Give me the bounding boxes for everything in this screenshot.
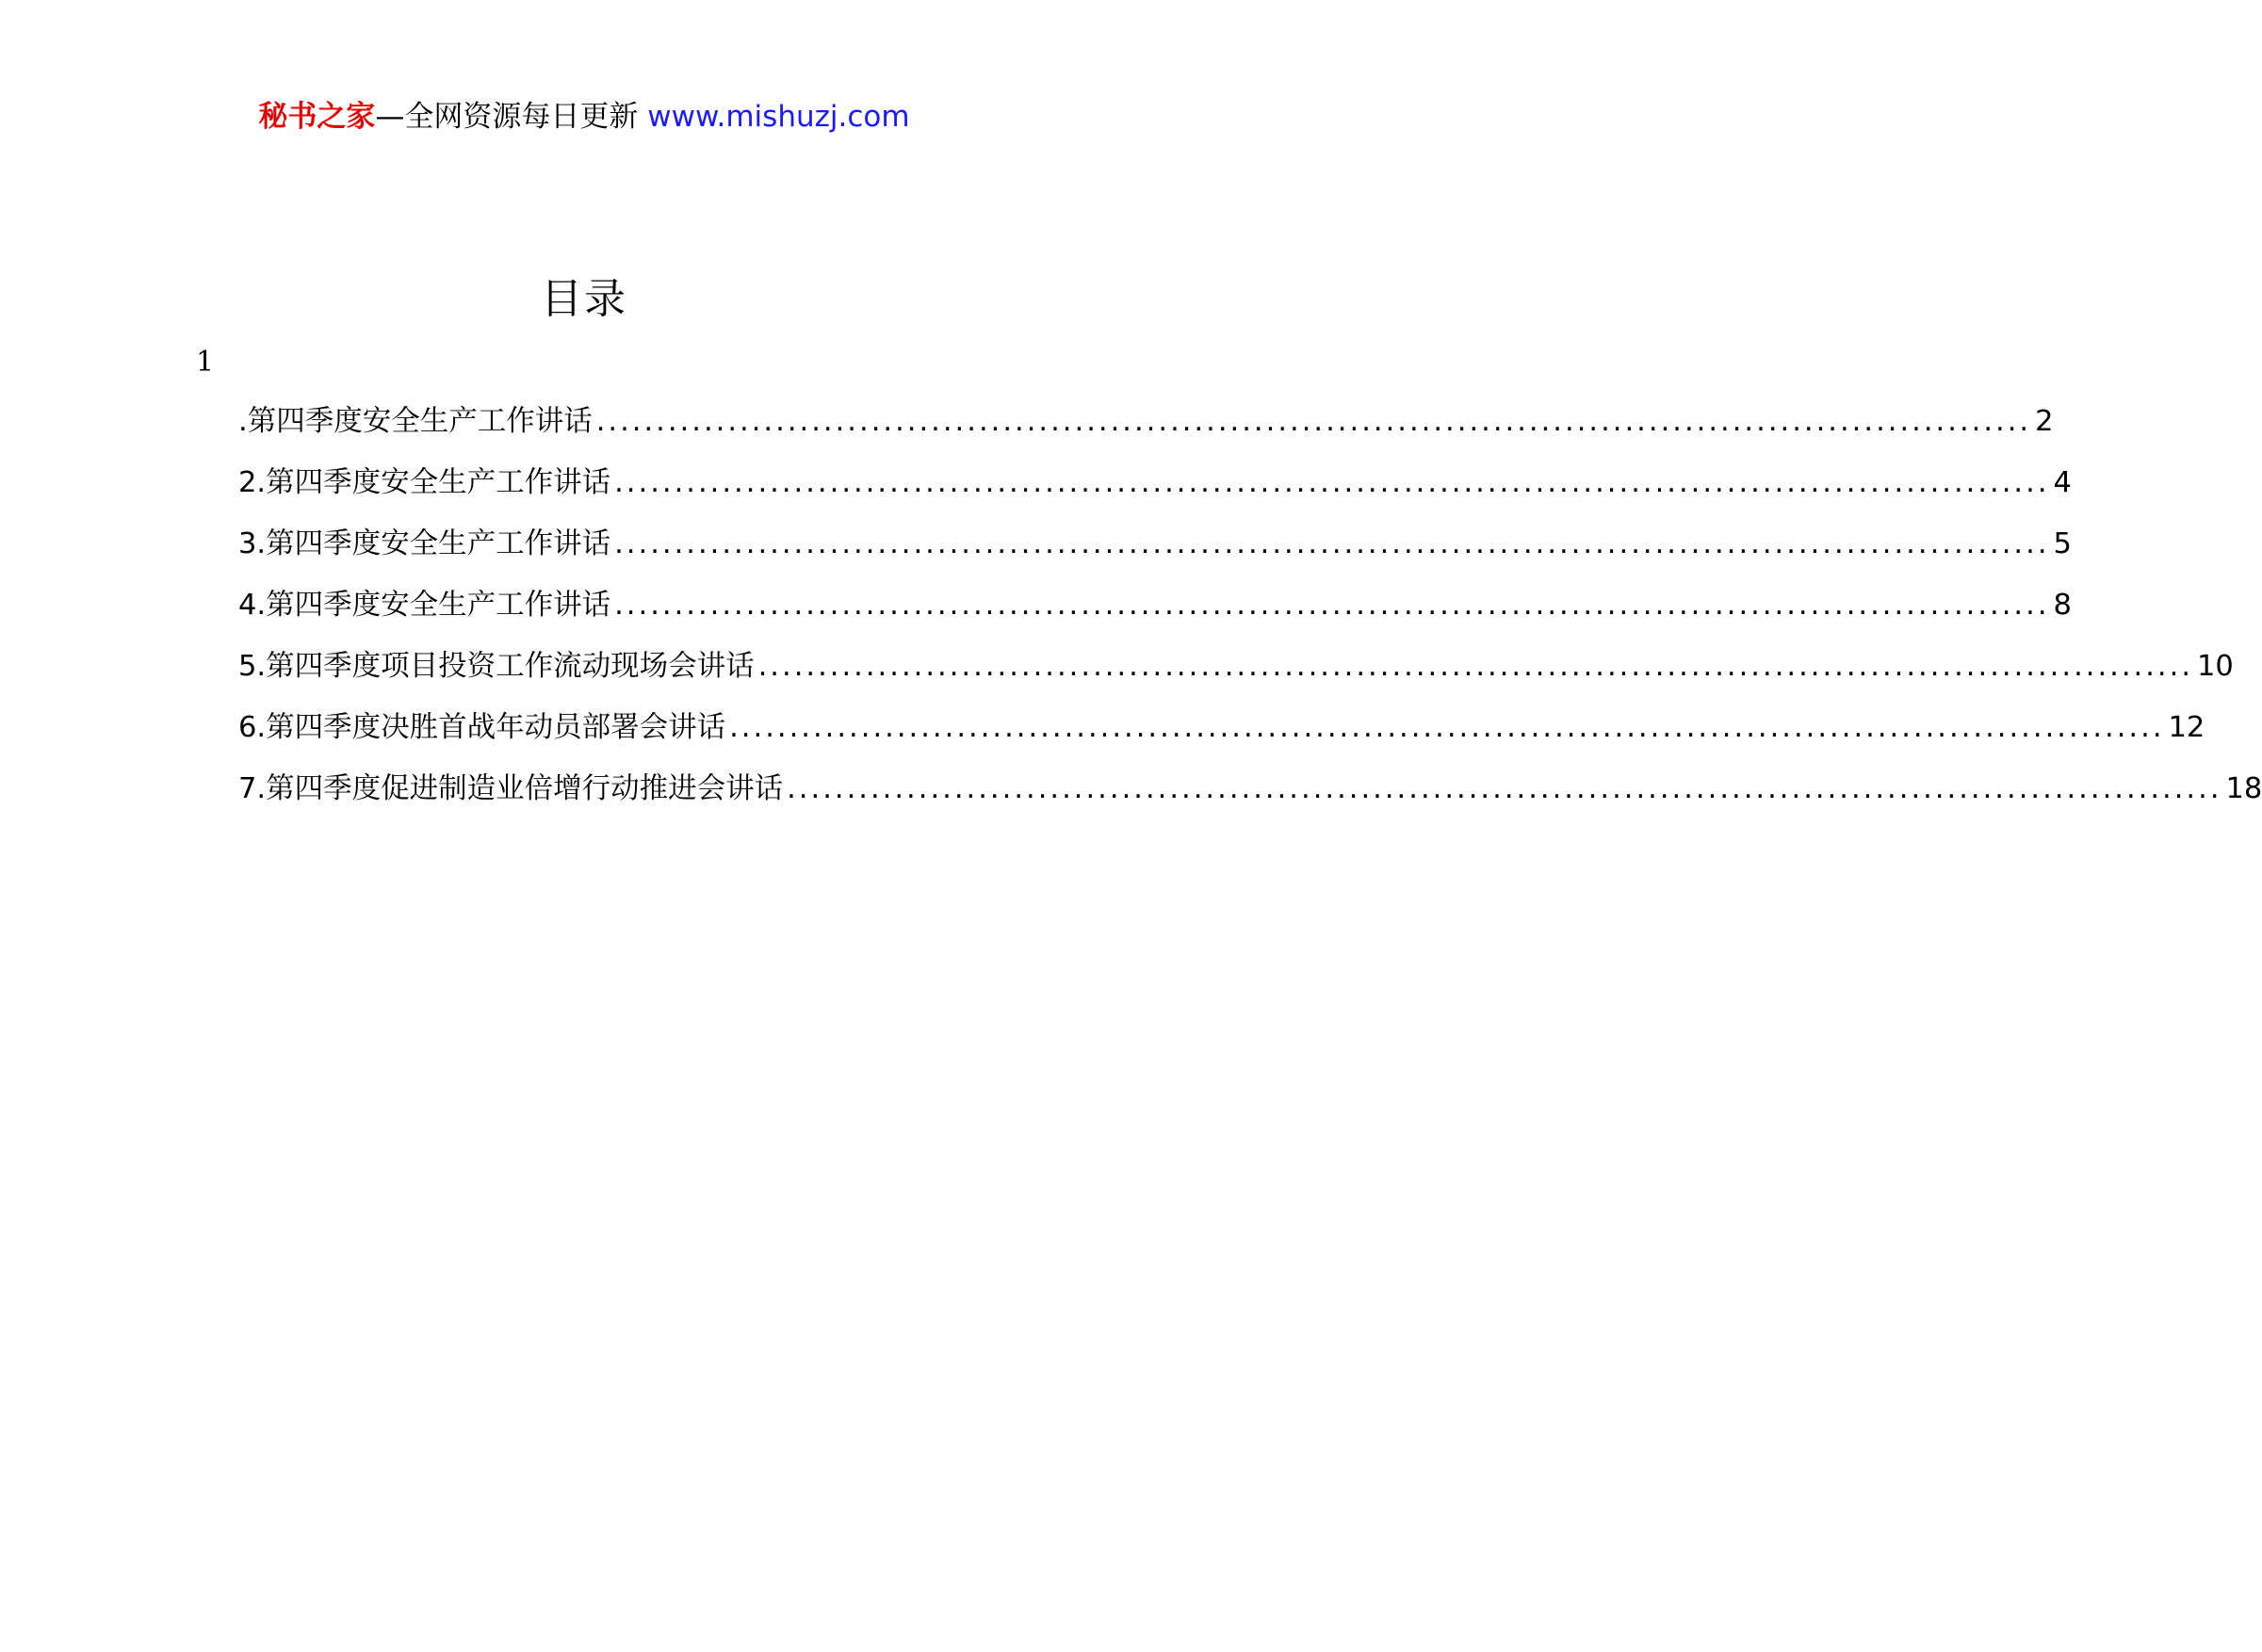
site-brand: 秘书之家 <box>258 100 376 134</box>
toc-entry-4[interactable] <box>238 587 2072 648</box>
toc-entry-5[interactable] <box>238 648 2234 709</box>
toc-page-number: 4 <box>2053 466 2072 499</box>
toc-dot-leader: ........................................................................................................................ <box>614 527 2050 560</box>
toc-page-number: 5 <box>2053 527 2072 560</box>
toc-entry-title: 7.第四季度促进制造业倍增行动推进会讲话 <box>238 772 784 805</box>
site-url-link[interactable]: www.mishuzj.com <box>647 100 910 134</box>
toc-entry-title: 5.第四季度项目投资工作流动现场会讲话 <box>238 650 755 683</box>
toc-entry-title: 6.第四季度决胜首战年动员部署会讲话 <box>238 711 726 744</box>
toc-page-number: 2 <box>2035 405 2054 438</box>
toc-entry-6[interactable] <box>238 709 2205 770</box>
table-of-contents <box>238 403 2262 832</box>
toc-entry-1[interactable] <box>238 403 2054 464</box>
toc-page-number: 12 <box>2168 711 2205 744</box>
toc-dot-leader: ........................................................................................................................ <box>787 772 2222 805</box>
toc-dot-leader: ........................................................................................................................ <box>729 711 2165 744</box>
toc-page-number: 8 <box>2053 589 2072 622</box>
toc-entry-7[interactable] <box>238 770 2262 832</box>
toc-entry-2[interactable] <box>238 464 2072 526</box>
site-tagline: —全网资源每日更新 <box>375 100 648 134</box>
toc-dot-leader: ........................................................................................................................ <box>614 589 2050 622</box>
list-number: 1 <box>196 346 215 379</box>
toc-entry-title: 4.第四季度安全生产工作讲话 <box>238 589 611 622</box>
toc-dot-leader: ........................................................................................................................ <box>757 650 2194 683</box>
toc-dot-leader: ........................................................................................................................ <box>595 405 2032 438</box>
toc-entry-title: .第四季度安全生产工作讲话 <box>238 405 593 438</box>
site-header <box>0 98 1168 136</box>
toc-page-number: 18 <box>2225 772 2262 805</box>
toc-dot-leader: ........................................................................................................................ <box>614 466 2050 499</box>
toc-entry-3[interactable] <box>238 526 2072 587</box>
toc-page-number: 10 <box>2197 650 2234 683</box>
toc-entry-title: 2.第四季度安全生产工作讲话 <box>238 466 611 499</box>
document-title: 目录 <box>541 275 627 323</box>
toc-entry-title: 3.第四季度安全生产工作讲话 <box>238 527 611 560</box>
